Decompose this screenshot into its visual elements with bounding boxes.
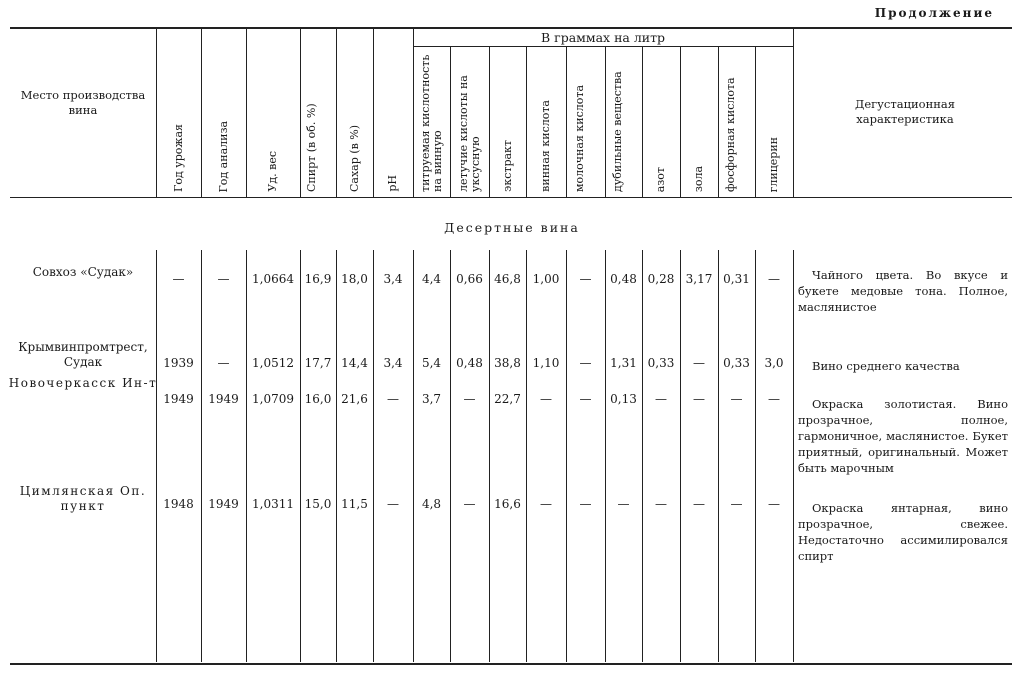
header-top-rule [10, 27, 1012, 29]
row-value: 1939 [163, 356, 194, 370]
body-column-divider [718, 250, 719, 662]
row-value: — [693, 497, 705, 511]
column-header: летучие кислоты на уксусную [456, 75, 482, 192]
body-column-divider [680, 250, 681, 662]
row-value: 5,4 [421, 356, 442, 370]
column-header: молочная кислота [572, 84, 586, 192]
section-title: Десертные вина [444, 220, 580, 235]
header-column-divider [793, 28, 794, 197]
row-value: — [655, 392, 667, 406]
header-bottom-rule [10, 197, 1012, 198]
row-value: 0,48 [456, 356, 483, 370]
row-tasting: Окраска золотистая. Вино прозрачное, полное, гармоничное, маслянистое. Букет приятный, оригинальный. Может быть марочным [798, 397, 1008, 475]
row-value: — [172, 272, 185, 286]
row-value: 4,8 [421, 497, 442, 511]
column-header: винная кислота [539, 100, 552, 192]
body-column-divider [755, 250, 756, 662]
row-value: — [768, 497, 780, 511]
row-value: 1,0512 [252, 356, 294, 370]
header-column-divider [450, 47, 451, 197]
header-column-divider [336, 28, 337, 197]
header-column-divider [246, 28, 247, 197]
column-header: Год урожая [171, 124, 185, 192]
row-value: 14,4 [341, 356, 368, 370]
row-value: 0,28 [647, 272, 675, 286]
column-header: Спирт (в об. %) [305, 103, 318, 192]
row-value: — [693, 356, 705, 370]
row-tasting: Вино среднего качества [812, 359, 960, 373]
row-value: — [579, 392, 592, 406]
row-value: 3,4 [383, 356, 403, 370]
header-column-divider [201, 28, 202, 197]
column-header: зола [692, 165, 705, 192]
row-value: — [768, 272, 780, 286]
row-value: 3,17 [685, 272, 713, 286]
column-header: Сахар (в %) [347, 125, 361, 192]
row-value: — [217, 356, 230, 370]
row-value: 1,0664 [252, 272, 294, 286]
row-value: 1949 [163, 392, 194, 406]
row-value: 17,7 [304, 356, 332, 370]
row-value: 0,66 [456, 272, 483, 286]
row-place: Крымвинпромтрест, Судак [18, 340, 148, 369]
row-value: — [463, 497, 476, 511]
row-value: 4,4 [421, 272, 442, 286]
body-column-divider [413, 250, 414, 662]
column-header: Год анализа [216, 120, 230, 192]
header-column-divider [605, 47, 606, 197]
row-value: 1,10 [532, 356, 560, 370]
row-value: 22,7 [494, 392, 521, 406]
table-bottom-rule [10, 663, 1012, 665]
place-header: Место производства вина [20, 88, 146, 117]
body-column-divider [489, 250, 490, 662]
body-column-divider [450, 250, 451, 662]
column-header: титруемая кислотность на винную [418, 54, 444, 192]
row-tasting: Чайного цвета. Во вкусе и букете медовые тона. Полное, маслянистое [798, 268, 1008, 314]
row-value: 46,8 [494, 272, 521, 286]
row-place: Новочеркасск Ин-т [8, 376, 158, 390]
row-value: 11,5 [341, 497, 368, 511]
row-value: 15,0 [304, 497, 332, 511]
row-value: — [217, 272, 230, 286]
row-value: 0,48 [610, 272, 637, 286]
row-value: 16,6 [494, 497, 521, 511]
row-value: 1,31 [610, 356, 637, 370]
row-value: 1,00 [532, 272, 560, 286]
body-column-divider [156, 250, 157, 662]
row-value: — [579, 356, 592, 370]
header-column-divider [566, 47, 567, 197]
row-value: 1949 [208, 497, 239, 511]
row-value: 0,13 [610, 392, 637, 406]
row-value: 1949 [208, 392, 239, 406]
column-header: фосфорная кислота [723, 77, 737, 192]
body-column-divider [336, 250, 337, 662]
body-column-divider [605, 250, 606, 662]
header-column-divider [300, 28, 301, 197]
row-value: 18,0 [341, 272, 368, 286]
row-tasting: Окраска янтарная, вино прозрачное, свежее. Недостаточно ассимилировался спирт [798, 501, 1008, 563]
body-column-divider [246, 250, 247, 662]
body-column-divider [642, 250, 643, 662]
row-value: — [579, 272, 592, 286]
row-value: 21,6 [341, 392, 368, 406]
row-value: — [617, 497, 630, 511]
column-header: глицерин [767, 136, 780, 192]
body-column-divider [201, 250, 202, 662]
body-column-divider [526, 250, 527, 662]
row-value: 1,0311 [252, 497, 294, 511]
row-value: — [730, 392, 743, 406]
row-value: — [730, 497, 743, 511]
row-value: 3,4 [383, 272, 403, 286]
grams-group-rule [413, 46, 793, 47]
header-column-divider [718, 47, 719, 197]
row-value: — [387, 392, 399, 406]
header-column-divider [526, 47, 527, 197]
body-column-divider [373, 250, 374, 662]
row-value: — [655, 497, 667, 511]
row-value: 16,9 [304, 272, 332, 286]
row-place: Совхоз «Судак» [32, 265, 134, 279]
column-header: Уд. вес [266, 151, 279, 192]
column-header: экстракт [500, 140, 514, 192]
row-value: 3,0 [764, 356, 784, 370]
body-column-divider [300, 250, 301, 662]
row-value: — [540, 392, 552, 406]
header-column-divider [373, 28, 374, 197]
row-value: — [768, 392, 780, 406]
row-value: 3,7 [421, 392, 442, 406]
row-value: — [387, 497, 399, 511]
grams-group-header: В граммах на литр [540, 30, 666, 45]
row-place: Цимлянская Оп. пункт [19, 484, 147, 513]
tasting-header: Дегустационная характеристика [854, 97, 956, 126]
row-value: — [540, 497, 552, 511]
continued-label: Продолжение [874, 6, 994, 20]
column-header: pH [386, 175, 399, 192]
column-header: дубильные вещества [610, 71, 624, 192]
header-column-divider [489, 47, 490, 197]
row-value: 16,0 [304, 392, 332, 406]
row-value: — [693, 392, 705, 406]
body-column-divider [566, 250, 567, 662]
row-value: 1948 [163, 497, 194, 511]
body-column-divider [793, 250, 794, 662]
row-value: — [579, 497, 592, 511]
row-value: — [463, 392, 476, 406]
row-value: 38,8 [494, 356, 521, 370]
header-column-divider [680, 47, 681, 197]
header-column-divider [642, 47, 643, 197]
header-column-divider [413, 28, 414, 197]
row-value: 0,31 [723, 272, 750, 286]
row-value: 1,0709 [252, 392, 294, 406]
row-value: 0,33 [723, 356, 750, 370]
header-column-divider [156, 28, 157, 197]
header-column-divider [755, 47, 756, 197]
column-header: азот [654, 166, 667, 192]
row-value: 0,33 [647, 356, 675, 370]
